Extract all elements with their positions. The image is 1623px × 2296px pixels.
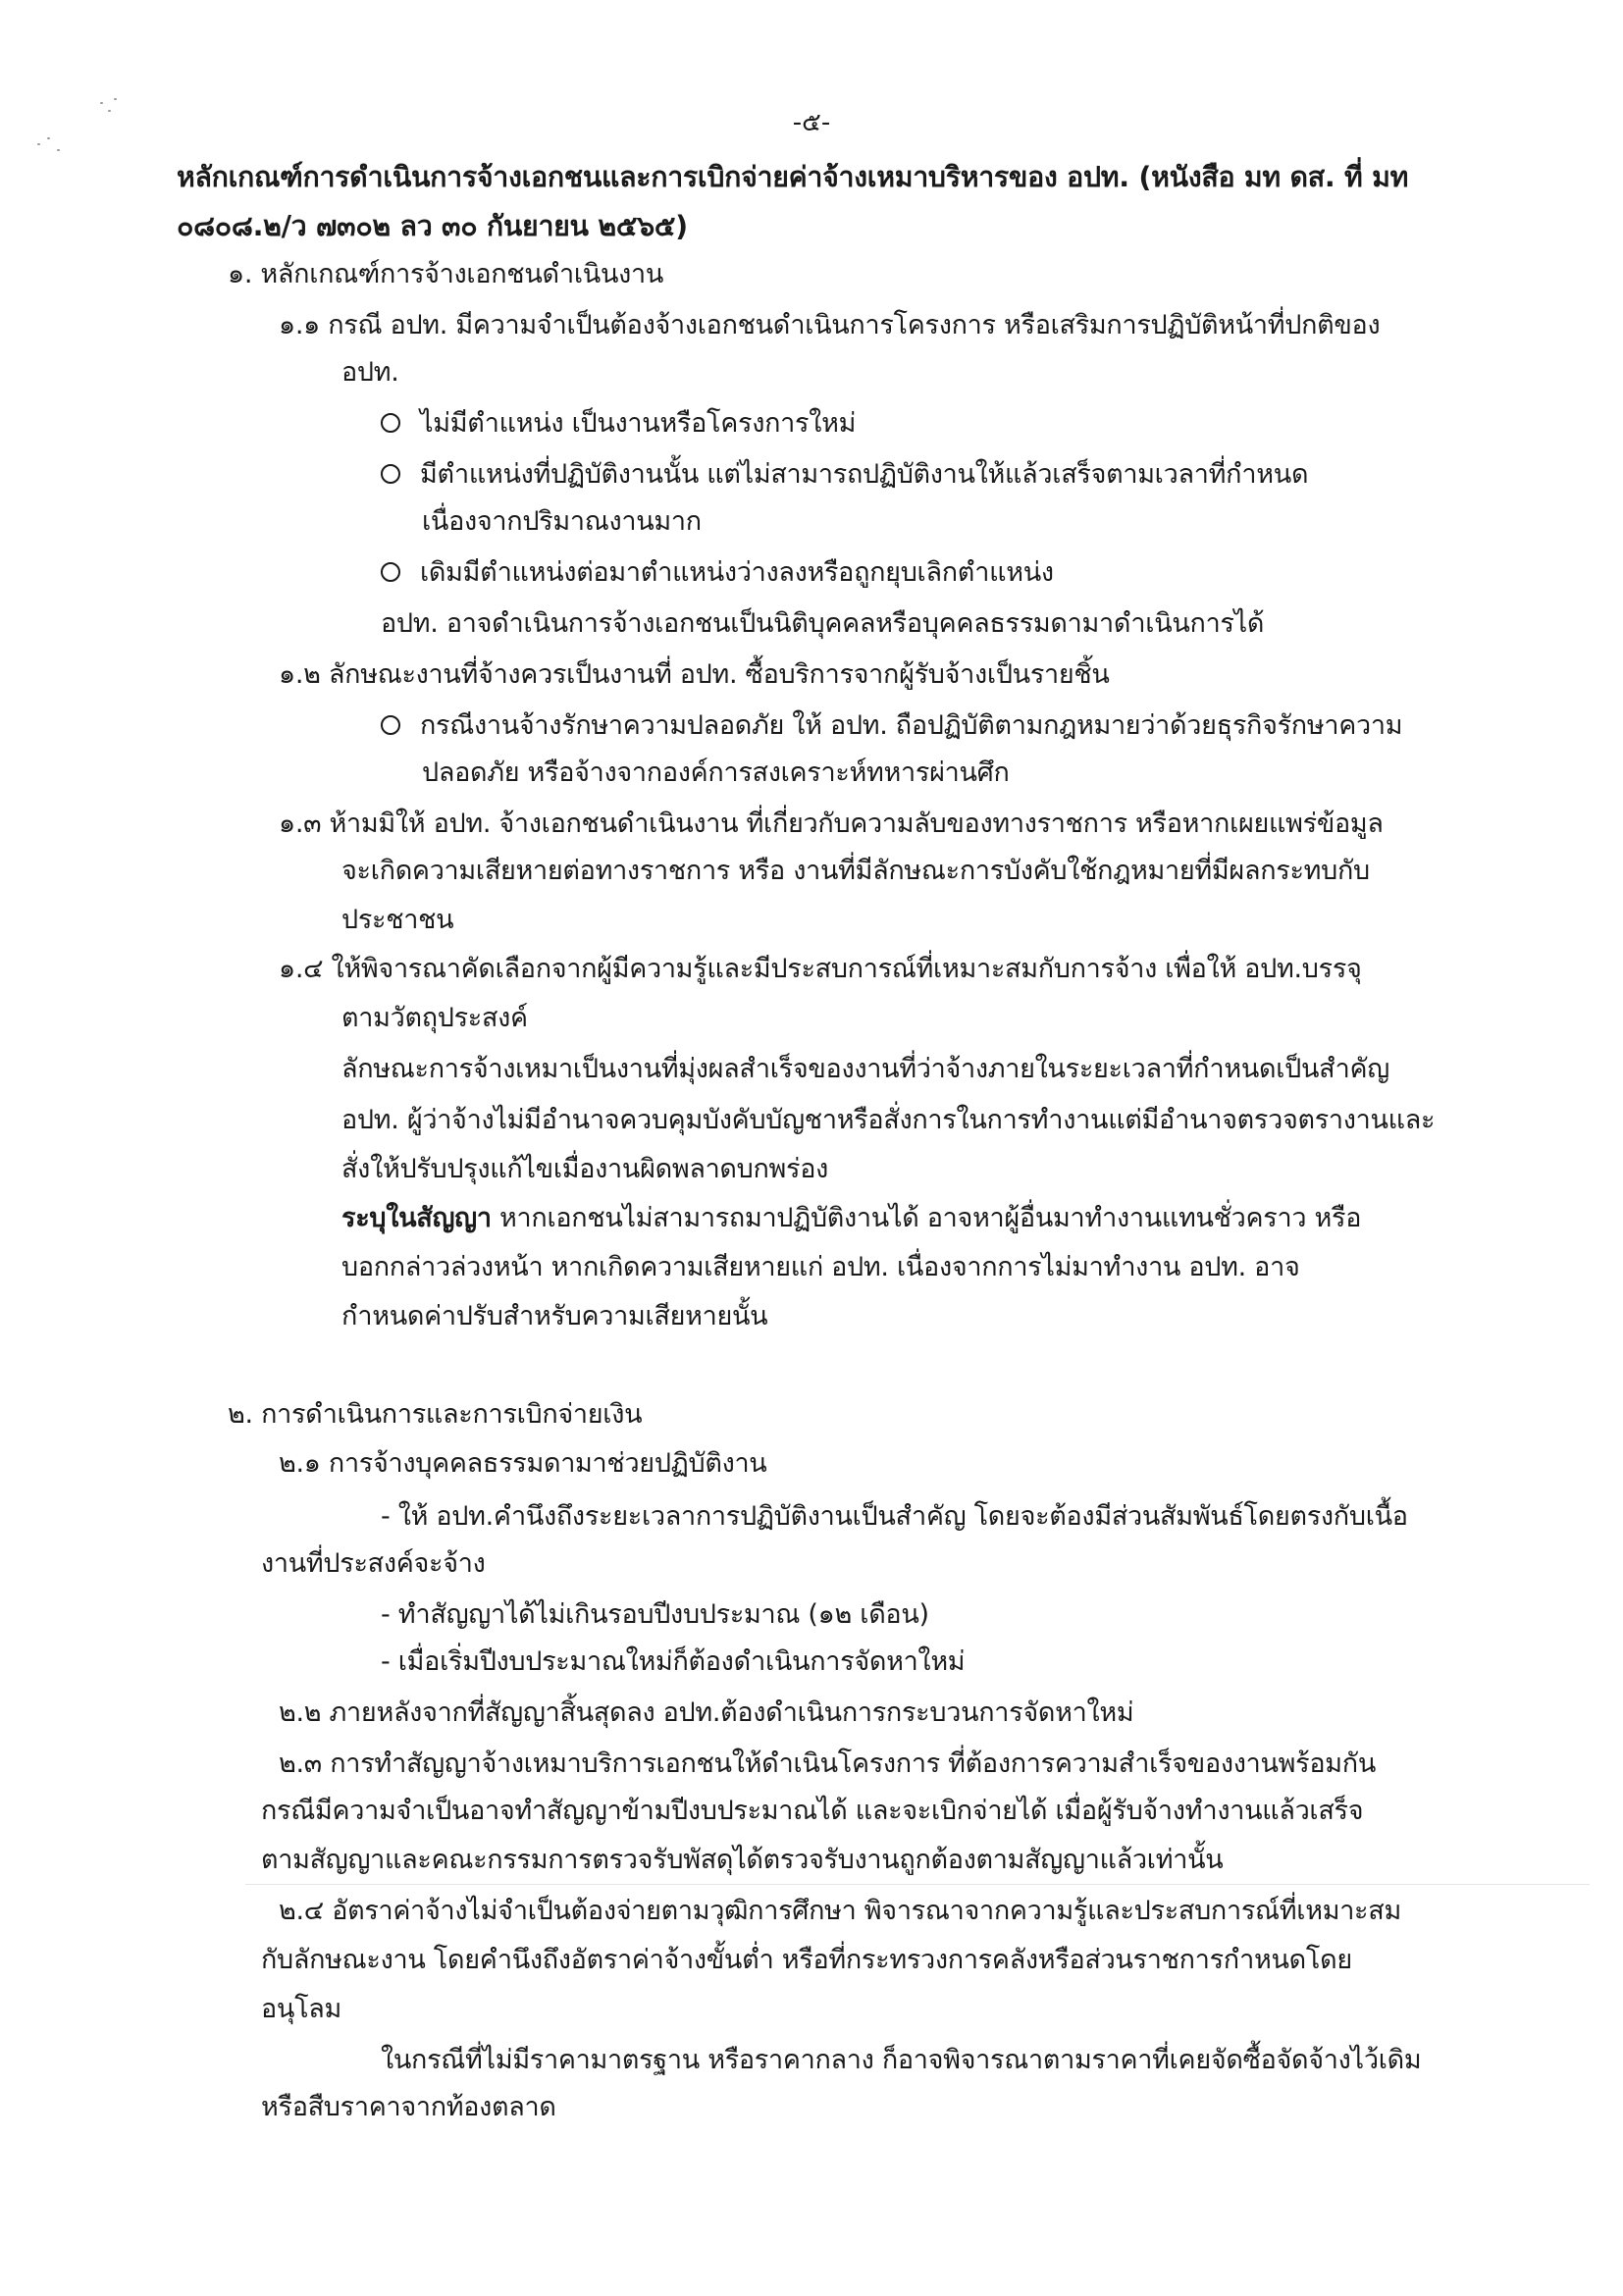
item-2-2: ๒.๒ ภายหลังจากที่สัญญาสิ้นสุดลง อปท.ต้องดำเนินการกระบวนการจัดหาใหม่ bbox=[279, 1697, 1134, 1728]
bullet-continuation: เนื่องจากปริมาณงานมาก bbox=[422, 506, 702, 537]
paragraph-line: สั่งให้ปรับปรุงแก้ไขเมื่องานผิดพลาดบกพร่อง bbox=[341, 1154, 829, 1184]
bullet-item bbox=[381, 404, 856, 444]
paragraph-line: อปท. ผู้ว่าจ้างไม่มีอำนาจควบคุมบังคับบัญชาหรือสั่งการในการทำงานแต่มีอำนาจตรวจตรางานและ bbox=[341, 1105, 1436, 1135]
dash-item: - ทำสัญญาได้ไม่เกินรอบปีงบประมาณ (๑๒ เดือน) bbox=[381, 1599, 929, 1630]
item-1-1-conclusion: อปท. อาจดำเนินการจ้างเอกชนเป็นนิติบุคคลหรือบุคคลธรรมดามาดำเนินการได้ bbox=[381, 608, 1265, 639]
paragraph-text: หากเอกชนไม่สามารถมาปฏิบัติงานได้ อาจหาผู้อื่นมาทำงานแทนชั่วคราว หรือ bbox=[491, 1203, 1362, 1233]
scan-speck bbox=[114, 98, 117, 100]
paragraph-line: หรือสืบราคาจากท้องตลาด bbox=[261, 2092, 556, 2122]
item-2-4-line-1: ๒.๔ อัตราค่าจ้างไม่จำเป็นต้องจ่ายตามวุฒิการศึกษา พิจารณาจากความรู้และประสบการณ์ที่เหมาะสม bbox=[279, 1896, 1401, 1926]
bullet-item bbox=[381, 706, 1402, 746]
item-1-1-line-1: ๑.๑ กรณี อปท. มีความจำเป็นต้องจ้างเอกชนดำเนินการโครงการ หรือเสริมการปฏิบัติหน้าที่ปกติของ bbox=[279, 310, 1381, 340]
item-2-4-line-2: กับลักษณะงาน โดยคำนึงถึงอัตราค่าจ้างขั้นต่ำ หรือที่กระทรวงการคลังหรือส่วนราชการกำหนดโดย bbox=[261, 1945, 1352, 1975]
scan-speck bbox=[57, 149, 60, 151]
bullet-text: ไม่มีตำแหน่ง เป็นงานหรือโครงการใหม่ bbox=[420, 408, 857, 439]
dash-item: - เมื่อเริ่มปีงบประมาณใหม่ก็ต้องดำเนินการจัดหาใหม่ bbox=[381, 1646, 966, 1677]
item-1-3-line-3: ประชาชน bbox=[341, 905, 454, 935]
hollow-circle-bullet-icon bbox=[381, 715, 400, 735]
item-1-4-line-1: ๑.๔ ให้พิจารณาคัดเลือกจากผู้มีความรู้และมีประสบการณ์ที่เหมาะสมกับการจ้าง เพื่อให้ อปท.บรรจุ bbox=[279, 954, 1362, 984]
paragraph-line bbox=[341, 1199, 1361, 1238]
bullet-item bbox=[381, 553, 1054, 593]
item-1-2: ๑.๒ ลักษณะงานที่จ้างควรเป็นงานที่ อปท. ซื้อบริการจากผู้รับจ้างเป็นรายชิ้น bbox=[279, 659, 1110, 690]
paragraph-line: ลักษณะการจ้างเหมาเป็นงานที่มุ่งผลสำเร็จของงานที่ว่าจ้างภายในระยะเวลาที่กำหนดเป็นสำคัญ bbox=[341, 1054, 1389, 1084]
item-1-4-line-2: ตามวัตถุประสงค์ bbox=[341, 1003, 528, 1033]
section-1-heading: ๑. หลักเกณฑ์การจ้างเอกชนดำเนินงาน bbox=[228, 259, 664, 289]
dash-continuation: งานที่ประสงค์จะจ้าง bbox=[261, 1548, 486, 1579]
paragraph-line: ในกรณีที่ไม่มีราคามาตรฐาน หรือราคากลาง ก็อาจพิจารณาตามราคาที่เคยจัดซื้อจัดจ้างไว้เดิม bbox=[381, 2045, 1422, 2075]
paragraph-line: บอกกล่าวล่วงหน้า หากเกิดความเสียหายแก่ อปท. เนื่องจากการไม่มาทำงาน อปท. อาจ bbox=[341, 1252, 1300, 1282]
bullet-text: เดิมมีตำแหน่งต่อมาตำแหน่งว่างลงหรือถูกยุบเลิกตำแหน่ง bbox=[420, 557, 1054, 588]
dash-item: - ให้ อปท.คำนึงถึงระยะเวลาการปฏิบัติงานเป็นสำคัญ โดยจะต้องมีส่วนสัมพันธ์โดยตรงกับเนื้อ bbox=[381, 1501, 1408, 1532]
document-title bbox=[177, 153, 1452, 251]
item-1-3-line-2: จะเกิดความเสียหายต่อทางราชการ หรือ งานที่มีลักษณะการบังคับใช้กฎหมายที่มีผลกระทบกับ bbox=[341, 856, 1370, 886]
bullet-text: มีตำแหน่งที่ปฏิบัติงานนั้น แต่ไม่สามารถปฏิบัติงานให้แล้วเสร็จตามเวลาที่กำหนด bbox=[420, 459, 1309, 490]
hollow-circle-bullet-icon bbox=[381, 562, 400, 582]
page-number: -๕- bbox=[792, 108, 831, 137]
hollow-circle-bullet-icon bbox=[381, 413, 400, 433]
item-2-3-line-1: ๒.๓ การทำสัญญาจ้างเหมาบริการเอกชนให้ดำเนินโครงการ ที่ต้องการความสำเร็จของงานพร้อมกัน bbox=[279, 1748, 1376, 1779]
item-2-1: ๒.๑ การจ้างบุคคลธรรมดามาช่วยปฏิบัติงาน bbox=[279, 1448, 767, 1479]
scan-rule-line bbox=[245, 1884, 1590, 1885]
item-2-3-line-3: ตามสัญญาและคณะกรรมการตรวจรับพัสดุได้ตรวจรับงานถูกต้องตามสัญญาแล้วเท่านั้น bbox=[261, 1845, 1224, 1875]
item-1-3-line-1: ๑.๓ ห้ามมิให้ อปท. จ้างเอกชนดำเนินงาน ที่เกี่ยวกับความลับของทางราชการ หรือหากเผยแพร่ข้อมูล bbox=[279, 809, 1384, 839]
section-2-heading: ๒. การดำเนินการและการเบิกจ่ายเงิน bbox=[228, 1399, 643, 1430]
hollow-circle-bullet-icon bbox=[381, 464, 400, 484]
title-line-1: หลักเกณฑ์การดำเนินการจ้างเอกชนและการเบิกจ่ายค่าจ้างเหมาบริหารของ อปท. (หนังสือ มท ดส. ที่ มท bbox=[177, 161, 1409, 193]
contract-label: ระบุในสัญญา bbox=[341, 1203, 492, 1233]
paragraph-line: กำหนดค่าปรับสำหรับความเสียหายนั้น bbox=[341, 1301, 768, 1331]
bullet-continuation: ปลอดภัย หรือจ้างจากองค์การสงเคราะห์ทหารผ่านศึก bbox=[422, 757, 1010, 788]
item-2-3-line-2: กรณีมีความจำเป็นอาจทำสัญญาข้ามปีงบประมาณได้ และจะเบิกจ่ายได้ เมื่อผู้รับจ้างทำงานแล้วเสร็จ bbox=[261, 1796, 1364, 1826]
bullet-item bbox=[381, 455, 1308, 495]
scan-speck bbox=[37, 143, 40, 145]
title-line-2: ๐๘๐๘.๒/ว ๗๓๐๒ ลว ๓๐ กันยายน ๒๕๖๕) bbox=[177, 210, 688, 242]
item-2-4-line-3: อนุโลม bbox=[261, 1994, 342, 2024]
item-1-1-line-2: อปท. bbox=[341, 357, 399, 388]
bullet-text: กรณีงานจ้างรักษาความปลอดภัย ให้ อปท. ถือปฏิบัติตามกฎหมายว่าด้วยธุรกิจรักษาความ bbox=[420, 710, 1403, 741]
